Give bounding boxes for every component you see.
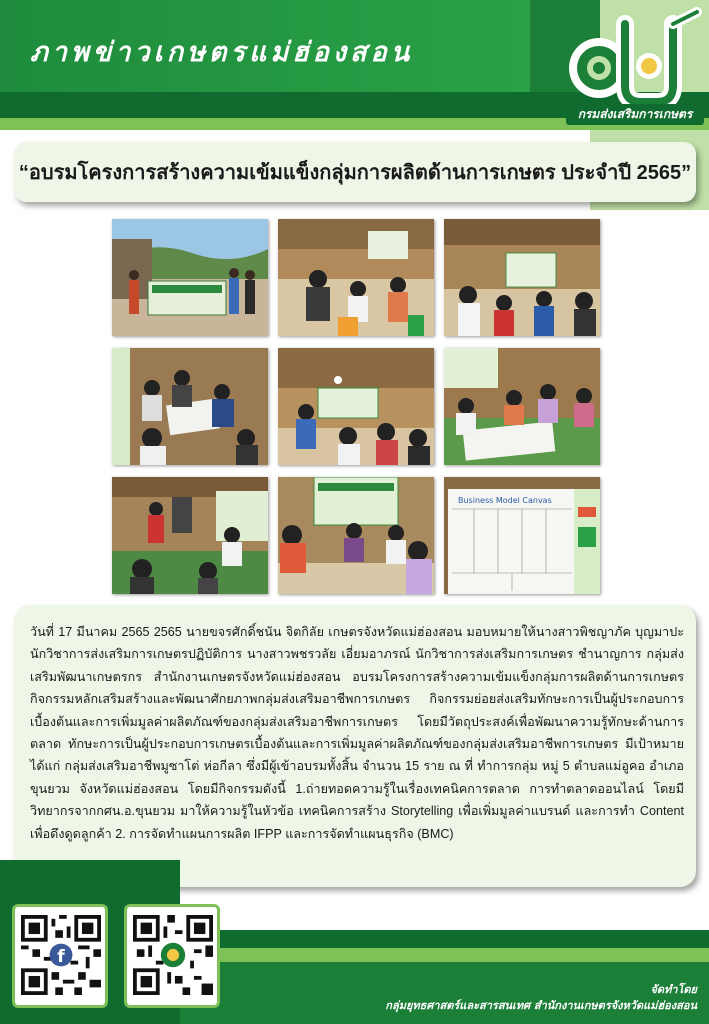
headline: “อบรมโครงการสร้างความเข้มแข็งกลุ่มการผลิตด้านการเกษตร ประจำปี 2565” [18, 162, 692, 184]
photo-group-with-banner [112, 219, 268, 336]
svg-text:Business Model Canvas: Business Model Canvas [458, 496, 552, 505]
photo-business-model-canvas [444, 477, 600, 594]
credit-organization: กลุ่มยุทธศาสตร์และสารสนเทศ สำนักงานเกษตรจังหวัดแม่ฮ่องสอน [385, 999, 697, 1012]
doae-qr-code[interactable] [124, 904, 220, 1008]
photo-training-session-1 [278, 219, 434, 336]
credit-label: จัดทำโดย [650, 983, 697, 996]
photo-outdoor-market-stall [112, 477, 268, 594]
article-body: วันที่ 17 มีนาคม 2565 2565 นายขจรศักดิ์ชนัน จิตกิลัย เกษตรจังหวัดแม่ฮ่องสอน มอบหมายให้นางสาวพิชญาภัค บุญมาปะ นักวิชาการส่งเสริมการเกษตรปฏิบัติการ นางสาวพชรวลัย เอี่ยมอาภรณ์ นักวิชาการส่งเสริมการเกษตร ชำนาญการ กลุ่มส่งเสริมพัฒนาเกษตรกร สำนักงานเกษตรจังหวัดแม่ฮ่องสอน อบรมโครงการสร้างความเข้มแข็งกลุ่มการผลิตด้านการเกษตร กิจกรรมหลักเสริมสร้างและพัฒนาศักยภาพกลุ่มส่งเสริมอาชีพการเกษตร กิจกรรมย่อยส่งเสริมทักษะการเป็นผู้ประกอบการเบื้องต้นและการเพิ่มมูลค่าผลิตภัณฑ์ของกลุ่มส่งเสริมอาชีพการเกษตร โดยมีวัตถุประสงค์เพื่อพัฒนาความรู้ทักษะด้านการตลาด ทักษะการเป็นผู้ประกอบการเกษตรเบื้องต้นและการเพิ่มมูลค่าผลิตภัณฑ์ของกลุ่มส่งเสริมอาชีพการเกษตร มีเป้าหมาย ได้แก่ กลุ่มส่งเสริมอาชีพมูซาโต่ ห่อกีลา ซึ่งมีผู้เข้าอบรมทั้งสิ้น จำนวน 15 ราย ณ ที่ ทำการกลุ่ม หมู่ 5 ตำบลแม่อูคอ อำเภอขุนยวม จังหวัดแม่ฮ่องสอน โดยมีกิจกรรมดังนี้ 1.ถ่ายทอดความรู้ในเรื่องเทคนิคการตลาด การทำตลาดออนไลน์ โดยมีวิทยากรจากกศน.อ.ขุนยวม มาให้ความรู้ในหัวข้อ เทคนิคการสร้าง Storytelling เพื่อเพิ่มมูลค่าแบรนด์ และการทำ Content เพื่อดึงดูดลูกค้า 2. การจัดทำแผนการผลิต IFPP และการจัดทำแผนธุรกิจ (BMC) [30, 625, 684, 841]
facebook-qr-code[interactable] [12, 904, 108, 1008]
photo-group-worksheet [444, 348, 600, 465]
svg-text:f: f [57, 947, 65, 968]
photo-participants-writing [278, 477, 434, 594]
photo-lecturer-presentation [278, 348, 434, 465]
headline-box [14, 142, 696, 202]
photo-training-session-2 [444, 219, 600, 336]
article-body-box [14, 605, 696, 887]
photo-participants-discussion [112, 348, 268, 465]
page-title: ภาพข่าวเกษตรแม่ฮ่องสอน [30, 37, 414, 68]
logo-caption: กรมส่งเสริมการเกษตร [566, 104, 704, 125]
